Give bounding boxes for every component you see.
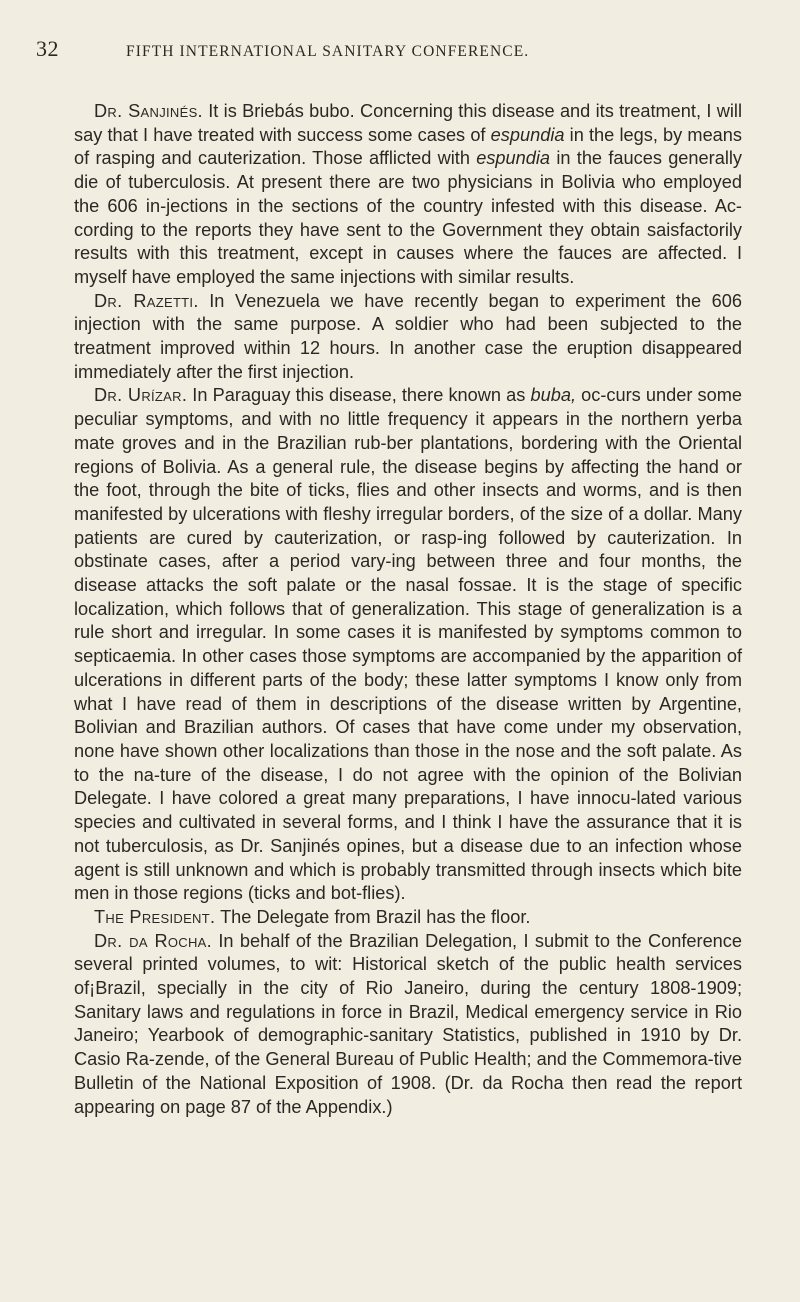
paragraph-text: It is Briebás bubo. Concerning this disease and its treatment, I will say that I have treated with success some cases of bbox=[74, 101, 742, 145]
paragraph-da-rocha bbox=[74, 930, 742, 1120]
speaker-name: The President. bbox=[94, 906, 216, 927]
page-number: 32 bbox=[36, 36, 59, 61]
speaker-name: Dr. Urízar. bbox=[94, 385, 188, 406]
paragraph-text: In Venezuela we have recently began to experiment the 606 injection with the same purpose. A soldier who had been subjected to the treatment improved within 12 hours. In another case the eruption disappeared immediately after the first injection. bbox=[74, 290, 742, 382]
speaker-name: Dr. da Rocha. bbox=[94, 930, 213, 951]
paragraph-text: in the fauces generally die of tuberculosis. At present there are two physicians in Bolivia who employed the 606 in-jections in the sections of the country infested with this disease. Ac-cording to the reports they have sent to the Government they obtain saisfactorily results with this treatment, except in causes where the fauces are affected. I myself have employed the same injections with similar results. bbox=[74, 148, 742, 287]
speaker-name: Dr. Sanjinés. bbox=[94, 101, 203, 121]
running-title: FIFTH INTERNATIONAL SANITARY CONFERENCE. bbox=[126, 43, 530, 60]
paragraph-text: In Paraguay this disease, there known as bbox=[187, 385, 531, 406]
body-text bbox=[74, 100, 742, 1119]
paragraph-text: in the legs, by means of rasping and cauterization. Those afflicted with bbox=[74, 124, 743, 169]
paragraph-text: In behalf of the Brazilian Delegation, I submit to the Conference several printed volumes, to wit: Historical sketch of the public health services of¡Brazil, specially in the city of Rio Janeiro, during the century 1808-1909; Sanitary laws and regulations in force in Brazil, Medical emergency service in Rio Janeiro; Yearbook of demographic-sanitary Statistics, published in 1910 by Dr. Casio Ra-zende, of the General Bureau of Public Health; and the Commemora-tive Bulletin of the National Exposition of 1908. (Dr. da Rocha then read the report appearing on page 87 of the Appendix.) bbox=[74, 930, 743, 1117]
italic-term: espundia bbox=[476, 148, 551, 169]
paragraph-urizar bbox=[74, 384, 742, 905]
paragraph-text: The Delegate from Brazil has the floor. bbox=[215, 906, 531, 927]
speaker-name: Dr. Razetti. bbox=[94, 290, 199, 311]
paragraph-sanjines bbox=[74, 100, 742, 290]
italic-term: espundia bbox=[490, 124, 565, 145]
running-head bbox=[36, 36, 742, 76]
italic-term: buba, bbox=[530, 385, 576, 406]
paragraph-text: oc-curs under some peculiar symptoms, and with no little frequency it appears in the northern yerba mate groves and in the Brazilian rub-ber plantations, bordering with the Oriental regions of Bolivia. As a general rule, the disease begins by affecting the hand or the foot, through the bite of ticks, flies and other insects and worms, and is then manifested by ulcerations with fleshy irregular borders, of the size of a dollar. Many patients are cured by cauterization, or rasp-ing followed by cauterization. In obstinate cases, after a period vary-ing between three and four months, the disease attacks the soft palate or the nasal fossae. It is the stage of specific localization, which follows that of generalization. This stage of generalization is a rule short and irregular. In some cases it is manifested by symptoms common to septicaemia. In other cases those symptoms are accompanied by the apparition of ulcerations in different parts of the body; these latter symptoms I know only from what I have read of them in descriptions of the disease written by Argentine, Bolivian and Brazilian authors. Of cases that have come under my observation, none have shown other localizations than those in the nose and the soft palate. As to the na-ture of the disease, I do not agree with the opinion of the Bolivian Delegate. I have colored a great many preparations, I have innocu-lated various species and cultivated in several forms, and I think I have the assurance that it is not tuberculosis, as Dr. Sanjinés opines, but a disease due to an infection whose agent is still unknown and which is probably transmitted through insects which bite men in those regions (ticks and bot-flies). bbox=[74, 385, 742, 904]
paragraph-razetti bbox=[74, 290, 742, 385]
paragraph-president bbox=[74, 906, 742, 930]
